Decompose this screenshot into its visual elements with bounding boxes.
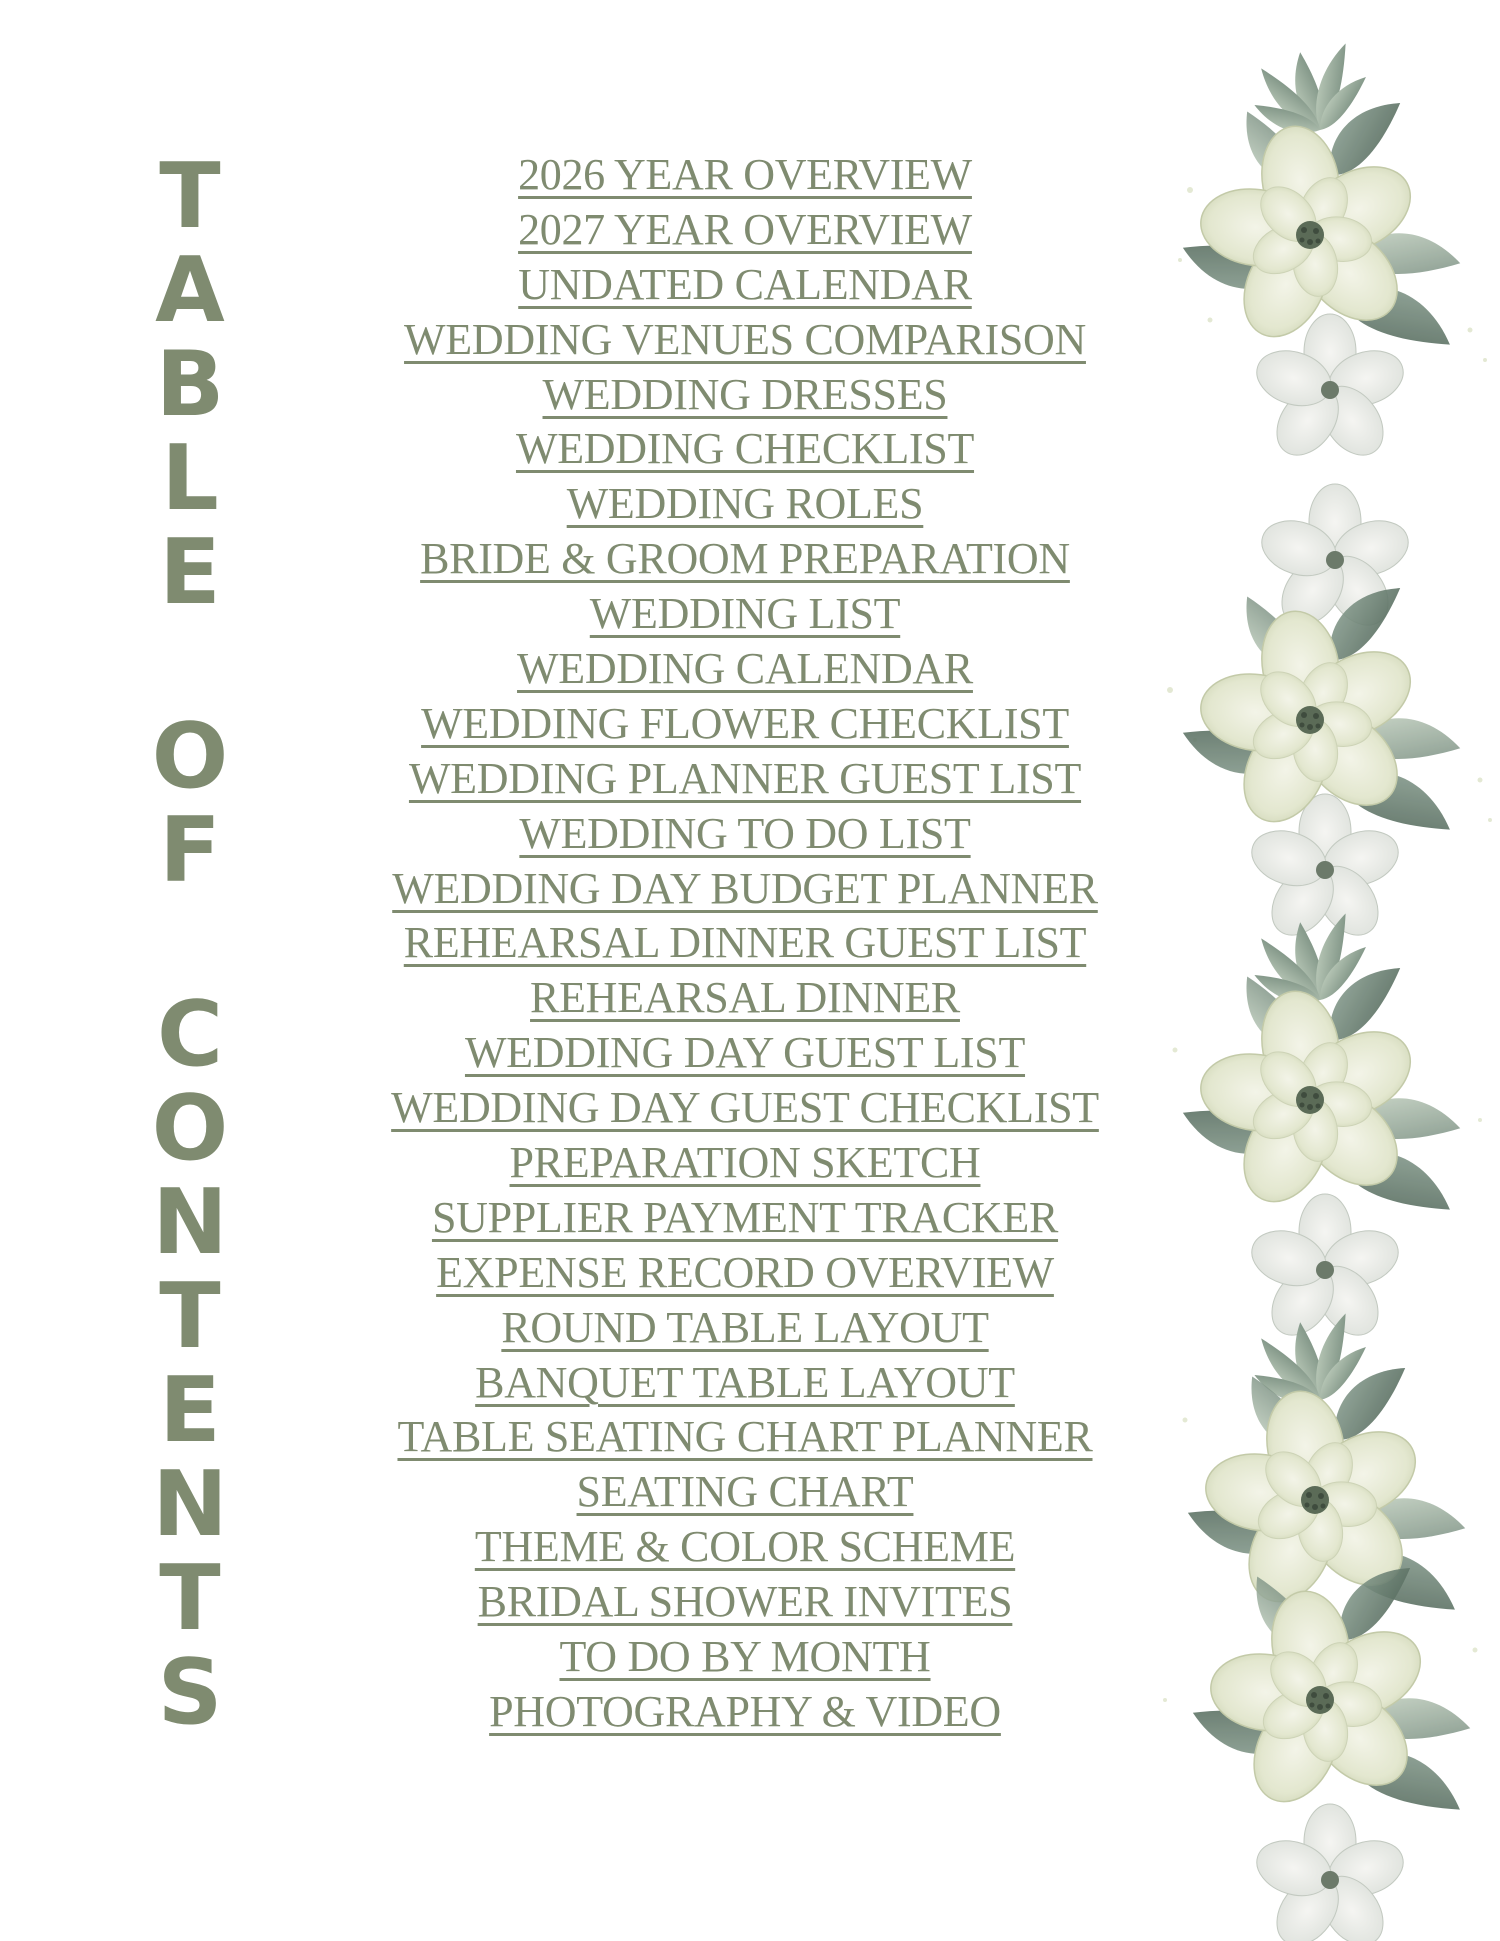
floral-garland-decoration xyxy=(1150,0,1500,1941)
title-letter: T xyxy=(159,1546,221,1651)
toc-link-wedding-list[interactable]: WEDDING LIST xyxy=(589,589,901,639)
title-letter: F xyxy=(159,798,221,903)
toc-item xyxy=(340,642,1150,697)
toc-list xyxy=(340,148,1150,1740)
toc-item xyxy=(340,697,1150,752)
toc-link-preparation-sketch[interactable]: PREPARATION SKETCH xyxy=(509,1138,981,1188)
toc-item xyxy=(340,258,1150,313)
toc-link-to-do-by-month[interactable]: TO DO BY MONTH xyxy=(559,1632,931,1682)
toc-link-wedding-calendar[interactable]: WEDDING CALENDAR xyxy=(517,644,973,694)
toc-link-2027-year-overview[interactable]: 2027 YEAR OVERVIEW xyxy=(518,204,972,254)
toc-item xyxy=(340,1191,1150,1246)
toc-link-photography-video[interactable]: PHOTOGRAPHY & VIDEO xyxy=(489,1686,1001,1736)
toc-link-bridal-shower-invites[interactable]: BRIDAL SHOWER INVITES xyxy=(477,1577,1013,1627)
title-letter: O xyxy=(151,704,229,809)
toc-link-expense-record-overview[interactable]: EXPENSE RECORD OVERVIEW xyxy=(436,1247,1054,1297)
toc-link-theme-color-scheme[interactable]: THEME & COLOR SCHEME xyxy=(474,1522,1016,1572)
toc-item xyxy=(340,368,1150,423)
toc-link-wedding-to-do-list[interactable]: WEDDING TO DO LIST xyxy=(519,808,971,858)
toc-link-rehearsal-dinner-guest-list[interactable]: REHEARSAL DINNER GUEST LIST xyxy=(403,918,1087,968)
title-letter: E xyxy=(159,1358,221,1463)
title-letter: N xyxy=(152,1452,228,1557)
vertical-title xyxy=(140,144,240,1745)
toc-item xyxy=(340,1520,1150,1575)
toc-link-supplier-payment-tracker[interactable]: SUPPLIER PAYMENT TRACKER xyxy=(431,1192,1059,1242)
toc-item xyxy=(340,1465,1150,1520)
title-letter: T xyxy=(159,144,221,249)
title-letter: N xyxy=(152,1170,228,1275)
toc-item xyxy=(340,1136,1150,1191)
toc-link-seating-chart[interactable]: SEATING CHART xyxy=(576,1467,914,1517)
toc-item xyxy=(340,313,1150,368)
toc-link-bride-groom-preparation[interactable]: BRIDE & GROOM PREPARATION xyxy=(420,534,1070,584)
toc-link-rehearsal-dinner[interactable]: REHEARSAL DINNER xyxy=(530,973,960,1023)
toc-item xyxy=(340,916,1150,971)
title-letter: T xyxy=(159,1264,221,1369)
title-letter: L xyxy=(161,426,219,531)
title-letter: O xyxy=(151,1076,229,1181)
title-letter: S xyxy=(157,1640,223,1745)
toc-link-wedding-flower-checklist[interactable]: WEDDING FLOWER CHECKLIST xyxy=(421,698,1069,748)
toc-item xyxy=(340,971,1150,1026)
toc-item xyxy=(340,1301,1150,1356)
toc-item xyxy=(340,1410,1150,1465)
toc-item xyxy=(340,532,1150,587)
toc-item xyxy=(340,1575,1150,1630)
toc-item xyxy=(340,148,1150,203)
toc-link-2026-year-overview[interactable]: 2026 YEAR OVERVIEW xyxy=(518,150,972,199)
toc-link-wedding-checklist[interactable]: WEDDING CHECKLIST xyxy=(515,424,975,474)
toc-link-banquet-table-layout[interactable]: BANQUET TABLE LAYOUT xyxy=(475,1357,1015,1407)
toc-link-table-seating-chart-planner[interactable]: TABLE SEATING CHART PLANNER xyxy=(397,1412,1093,1462)
toc-item xyxy=(340,752,1150,807)
toc-item xyxy=(340,1246,1150,1301)
title-letter: A xyxy=(155,238,225,343)
toc-link-wedding-venues-comparison[interactable]: WEDDING VENUES COMPARISON xyxy=(404,314,1086,364)
toc-item xyxy=(340,587,1150,642)
title-letter: C xyxy=(156,982,224,1087)
toc-item xyxy=(340,862,1150,917)
toc-item xyxy=(340,1356,1150,1411)
toc-item xyxy=(340,1630,1150,1685)
toc-item xyxy=(340,1685,1150,1740)
title-letter: B xyxy=(155,332,225,437)
toc-link-wedding-day-guest-list[interactable]: WEDDING DAY GUEST LIST xyxy=(464,1028,1026,1078)
toc-item xyxy=(340,1026,1150,1081)
toc-item xyxy=(340,477,1150,532)
toc-link-wedding-roles[interactable]: WEDDING ROLES xyxy=(566,479,924,529)
toc-item xyxy=(340,1081,1150,1136)
toc-link-undated-calendar[interactable]: UNDATED CALENDAR xyxy=(518,259,972,309)
toc-item xyxy=(340,203,1150,258)
toc-link-wedding-planner-guest-list[interactable]: WEDDING PLANNER GUEST LIST xyxy=(408,753,1082,803)
toc-link-wedding-day-budget-planner[interactable]: WEDDING DAY BUDGET PLANNER xyxy=(392,863,1098,913)
toc-link-wedding-day-guest-checklist[interactable]: WEDDING DAY GUEST CHECKLIST xyxy=(391,1083,1099,1133)
toc-item xyxy=(340,807,1150,862)
toc-link-round-table-layout[interactable]: ROUND TABLE LAYOUT xyxy=(501,1302,989,1352)
toc-link-wedding-dresses[interactable]: WEDDING DRESSES xyxy=(542,369,948,419)
toc-item xyxy=(340,422,1150,477)
title-letter: E xyxy=(159,520,221,625)
